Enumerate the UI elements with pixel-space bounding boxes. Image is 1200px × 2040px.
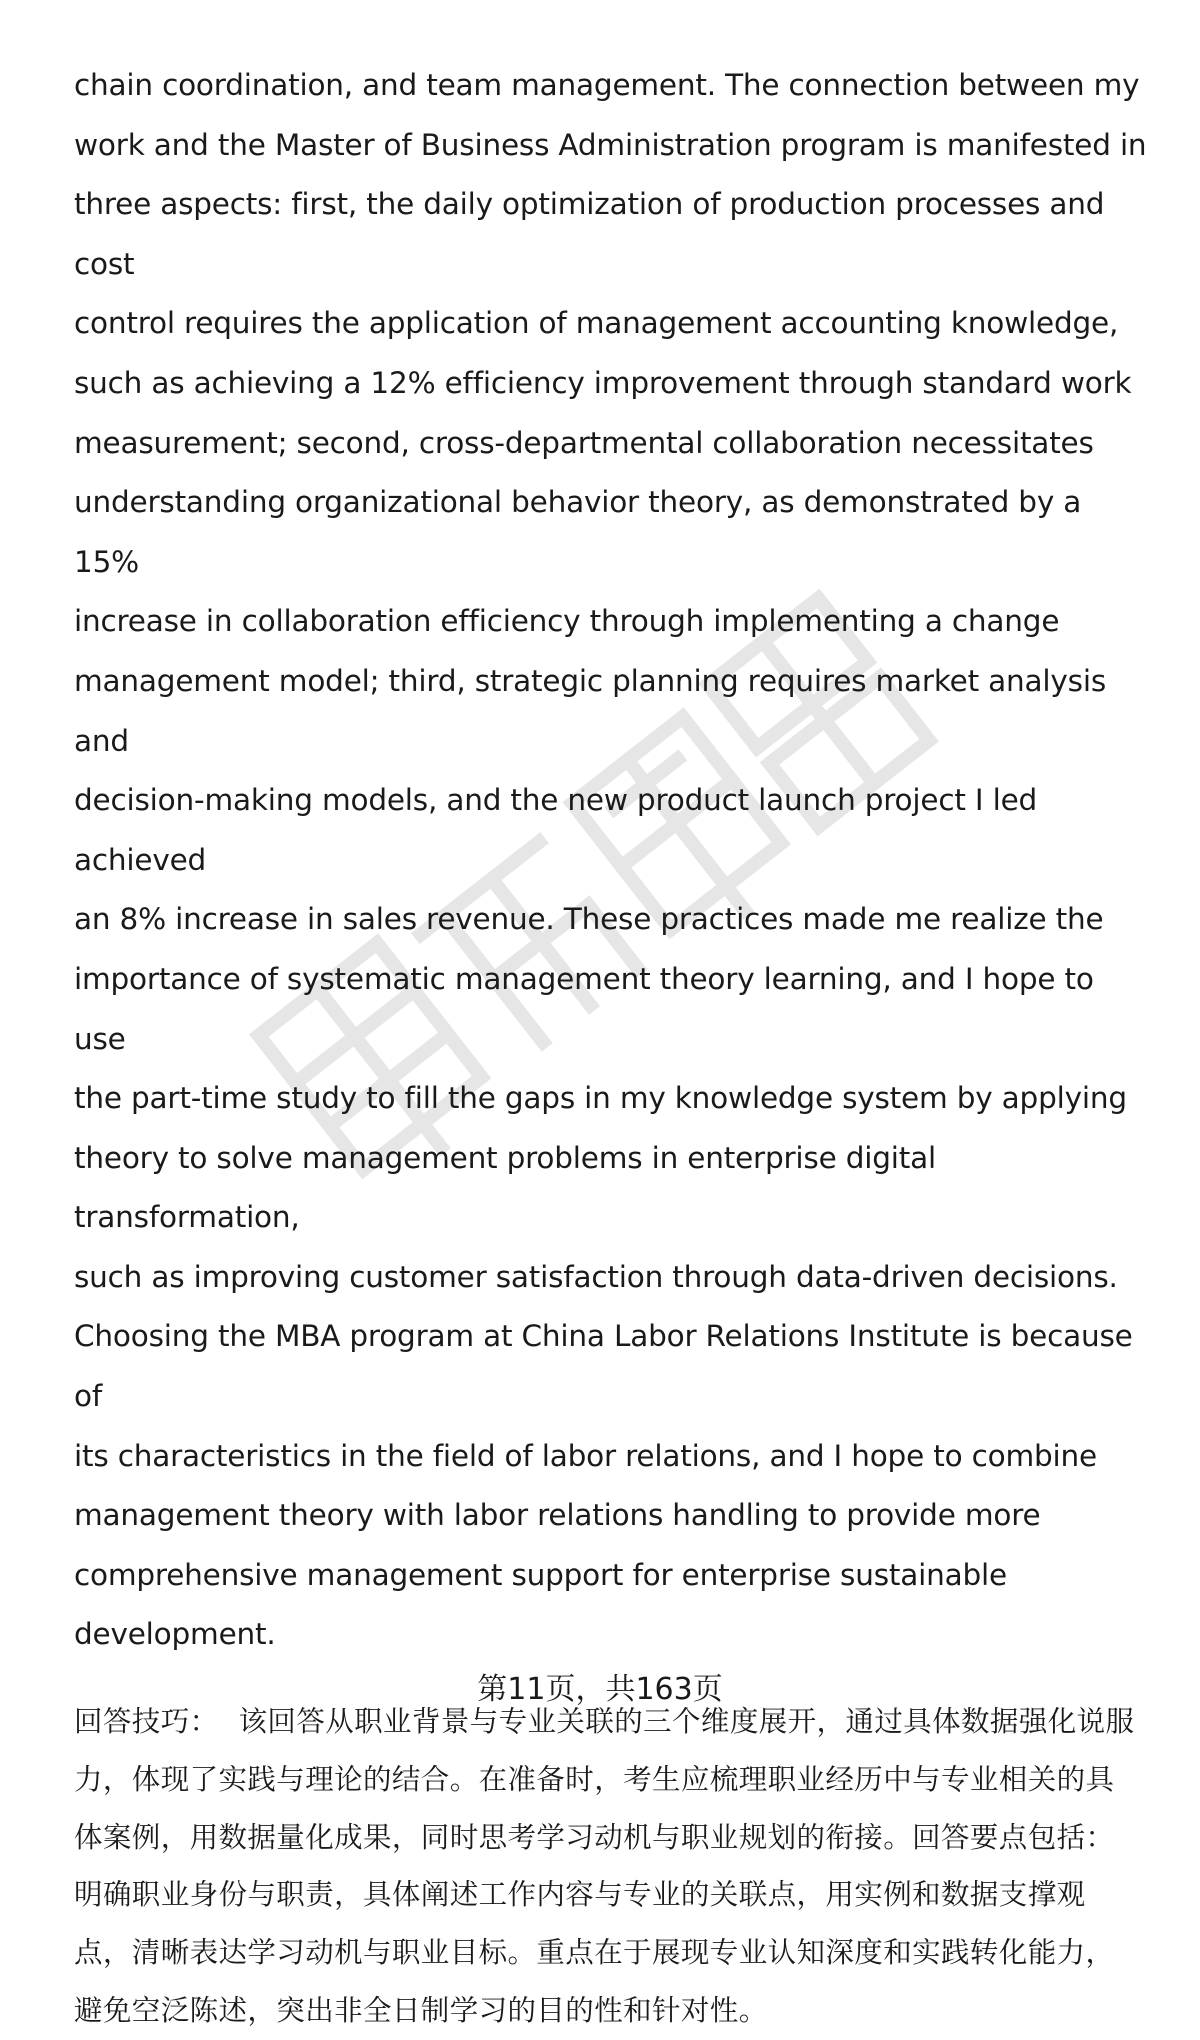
answer-tips-label: 回答技巧： (74, 1705, 219, 1739)
answer-tips-text: 该回答从职业背景与专业关联的三个维度展开，通过具体数据强化说服 力，体现了实践与理论的结合。在准备时，考生应梳理职业经历中与专业相关的具 体案例，用数据量化成果，同时思考学习动机与职业规划的衔接。回答要点包括： 明确职业身份与职责，具体阐述工作内容与专业的关联点，用实例和数据支撑观 点，清晰表达学习动机与职业目标。重点在于展现专业认知深度和实践转化能力， 避免空泛陈述，突出非全日制学习的目的性和针对性。 (74, 1705, 1135, 2028)
essay-paragraph: chain coordination, and team management. The connection between my work and the Master of Business Administration program is manifested in three aspects: first, the daily optimization of production processes and cost control requires the application of management accounting knowledge, such as achieving a 12% efficiency improvement through standard work measurement; second, cross-departmental collaboration necessitates understanding organizational behavior theory, as demonstrated by a 15% increase in collaboration efficiency through implementing a change management model; third, strategic planning requires market analysis and decision-making models, and the new product launch project I led achieved an 8% increase in sales revenue. These practices made me realize the importance of systematic management theory learning, and I hope to use the part-time study to fill the gaps in my knowledge system by applying theory to solve management problems in enterprise digital transformation, such as improving customer satisfaction through data-driven decisions. Choosing the MBA program at China Labor Relations Institute is because of its characteristics in the field of labor relations, and I hope to combine management theory with labor relations handling to provide more comprehensive management support for enterprise sustainable development. (74, 68, 1147, 1652)
page-content (74, 56, 1154, 2040)
page-number: 第11页，共163页 (477, 1672, 723, 1707)
answer-tips-paragraph (74, 1693, 1154, 2040)
